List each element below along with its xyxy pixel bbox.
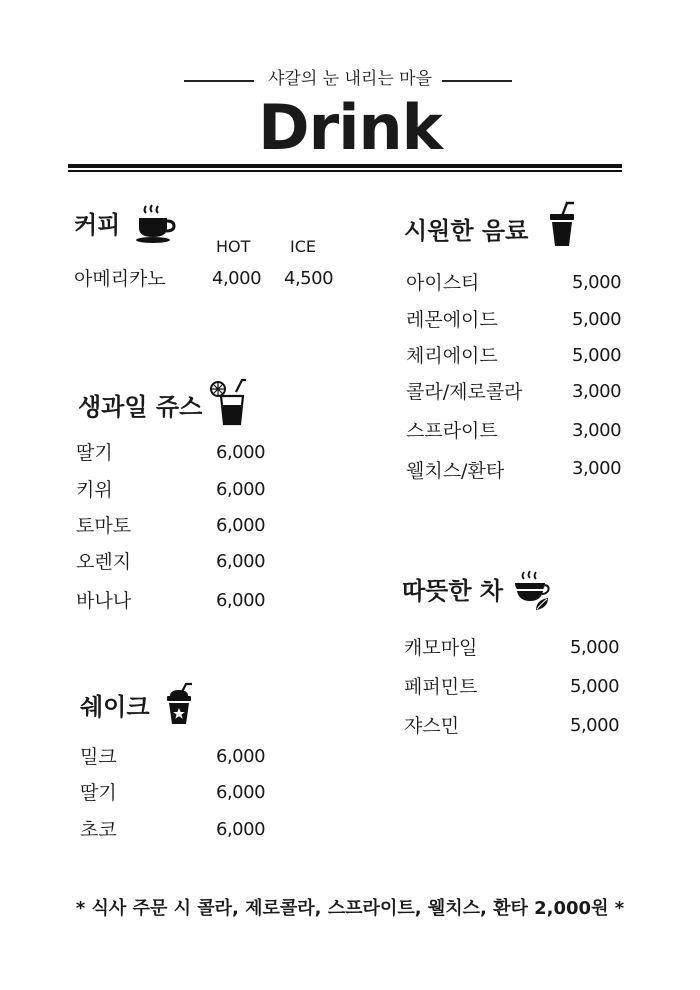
coffee-col-hot: HOT [216,237,251,256]
cold-item-name: 콜라/제로콜라 [406,381,523,403]
cold-item-price: 5,000 [572,309,622,330]
tea-item-price: 5,000 [570,637,620,658]
menu-subtitle: 샤갈의 눈 내리는 마을 [267,69,432,89]
menu-title: Drink [258,91,442,164]
juice-item-name: 오렌지 [76,551,132,573]
shake-item-name: 밀크 [80,746,117,768]
cold-item-name: 레몬에이드 [406,309,498,331]
juice-item-name: 바나나 [76,590,132,612]
shake-section-title: 쉐이크 [80,693,150,721]
shake-item-price: 6,000 [216,746,266,767]
shake-item-name: 초코 [80,819,117,841]
shake-item-price: 6,000 [216,819,266,840]
tea-item-name: 캐모마일 [404,637,478,659]
cold-item-name: 스프라이트 [406,420,498,442]
header-rule-thick [68,164,622,168]
juice-item-name: 딸기 [76,442,113,464]
cold-item-name: 웰치스/환타 [406,460,505,482]
juice-item-price: 6,000 [216,515,266,536]
coffee-item-ice-price: 4,500 [284,268,334,289]
header-rule-thin [68,170,622,172]
cold-item-price: 3,000 [572,381,622,402]
tea-item-name: 페퍼민트 [404,676,478,698]
juice-item-price: 6,000 [216,551,266,572]
cold-drink-icon [546,200,578,248]
cold-item-price: 3,000 [572,458,622,479]
tea-section-title: 따뜻한 차 [402,577,504,605]
tea-item-price: 5,000 [570,715,620,736]
tea-item-price: 5,000 [570,676,620,697]
tea-item-name: 쟈스민 [404,715,460,737]
coffee-item-name: 아메리카노 [74,268,166,290]
coffee-col-ice: ICE [290,237,316,256]
juice-item-price: 6,000 [216,590,266,611]
coffee-item-hot-price: 4,000 [212,268,262,289]
tea-cup-icon [512,570,552,612]
juice-item-price: 6,000 [216,479,266,500]
juice-item-name: 키위 [76,479,113,501]
juice-item-name: 토마토 [76,515,132,537]
cold-section-title: 시원한 음료 [404,217,529,245]
coffee-cup-icon [134,204,176,244]
order-footnote: * 식사 주문 시 콜라, 제로콜라, 스프라이트, 웰치스, 환타 2,000원 * [75,898,625,919]
cold-item-name: 체리에이드 [406,345,498,367]
coffee-section-title: 커피 [74,211,121,239]
cold-item-name: 아이스티 [406,272,480,294]
juice-glass-icon [210,378,248,426]
cold-item-price: 5,000 [572,272,622,293]
shake-cup-icon [164,682,196,726]
cold-item-price: 5,000 [572,345,622,366]
juice-section-title: 생과일 쥬스 [78,393,203,421]
cold-item-price: 3,000 [572,420,622,441]
juice-item-price: 6,000 [216,442,266,463]
shake-item-price: 6,000 [216,782,266,803]
shake-item-name: 딸기 [80,782,117,804]
